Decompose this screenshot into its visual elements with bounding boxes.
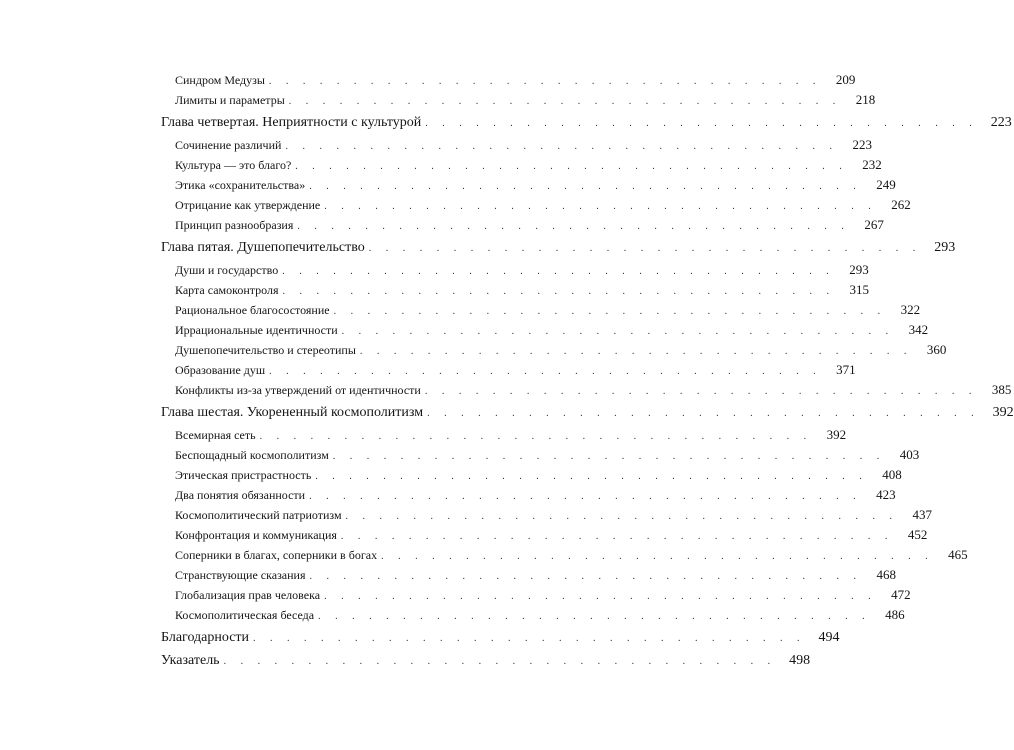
- toc-entry: [161, 505, 933, 525]
- toc-entry-page: 403: [899, 447, 920, 462]
- toc-entry-title: Лимиты и параметры: [175, 90, 289, 110]
- dot-leader: . . . . . . . . . . . . . . . . . . . . . . . . . . . . . . . . .: [345, 511, 899, 522]
- toc-entry: [161, 70, 856, 90]
- toc-chapter-page: 392: [992, 405, 1014, 420]
- toc-entry: [161, 445, 920, 465]
- dot-leader: . . . . . . . . . . . . . . . . . . . . . . . . . . . . . . . . .: [309, 571, 862, 582]
- toc-entry-page: 371: [836, 362, 856, 377]
- toc-entry-title: Синдром Медузы: [175, 70, 269, 90]
- toc-entry: [161, 565, 896, 585]
- toc-entry: [161, 465, 902, 485]
- toc-entry-page: 486: [885, 607, 905, 622]
- toc-entry-page: 223: [852, 137, 872, 152]
- table-of-contents: [161, 70, 1014, 673]
- toc-entry-title: Принцип разнообразия: [175, 215, 297, 235]
- toc-entry-title: Карта самоконтроля: [175, 280, 283, 300]
- toc-entry: [161, 360, 856, 380]
- toc-entry-page: 262: [891, 197, 911, 212]
- toc-entry: [161, 605, 905, 625]
- toc-entry: [161, 340, 947, 360]
- toc-entry-title: Души и государство: [175, 260, 282, 280]
- toc-entry-title: Космополитический патриотизм: [175, 505, 346, 525]
- toc-chapter-title: Глава пятая. Душепопечительство: [161, 238, 369, 258]
- toc-entry-title: Сочинение различий: [175, 135, 285, 155]
- toc-entry-page: 322: [900, 302, 921, 317]
- toc-entry-title: Соперники в благах, соперники в богах: [175, 545, 381, 565]
- toc-entry-title: Иррациональные идентичности: [175, 320, 342, 340]
- dot-leader: . . . . . . . . . . . . . . . . . . . . . . . . . . . . . . . . .: [368, 243, 922, 254]
- toc-entry: [161, 525, 928, 545]
- dot-leader: . . . . . . . . . . . . . . . . . . . . . . . . . . . . . . . . .: [223, 656, 777, 667]
- toc-entry: [161, 155, 882, 175]
- toc-entry-title: Образование душ: [175, 360, 269, 380]
- toc-entry-page: 360: [926, 342, 947, 357]
- toc-entry: [161, 485, 896, 505]
- toc-entry-page: 437: [912, 507, 933, 522]
- toc-entry-title: Отрицание как утверждение: [175, 195, 324, 215]
- toc-entry: [161, 175, 896, 195]
- toc-entry-title: Глобализация прав человека: [175, 585, 324, 605]
- toc-entry-page: 218: [855, 92, 876, 107]
- toc-entry: [161, 320, 929, 340]
- toc-entry-title: Беспощадный космополитизм: [175, 445, 333, 465]
- toc-chapter-page: 293: [934, 240, 956, 255]
- dot-leader: . . . . . . . . . . . . . . . . . . . . . . . . . . . . . . . . .: [297, 221, 850, 232]
- toc-chapter-title: Указатель: [161, 651, 224, 671]
- toc-entry-page: 232: [862, 157, 882, 172]
- dot-leader: . . . . . . . . . . . . . . . . . . . . . . . . . . . . . . . . .: [285, 141, 838, 152]
- toc-entry: [161, 300, 921, 320]
- dot-leader: . . . . . . . . . . . . . . . . . . . . . . . . . . . . . . . . .: [288, 96, 842, 107]
- toc-entry-page: 392: [826, 427, 847, 442]
- toc-entry-page: 468: [876, 567, 896, 582]
- toc-entry: [161, 425, 847, 445]
- toc-entry-page: 452: [907, 527, 928, 542]
- toc-entry-page: 423: [876, 487, 896, 502]
- toc-entry-page: 342: [908, 322, 929, 337]
- dot-leader: . . . . . . . . . . . . . . . . . . . . . . . . . . . . . . . . .: [295, 161, 848, 172]
- toc-entry-page: 249: [876, 177, 896, 192]
- toc-entry-title: Два понятия обязанности: [175, 485, 309, 505]
- toc-chapter: [161, 403, 1014, 423]
- toc-entry-title: Конфликты из-за утверждений от идентичности: [175, 380, 425, 400]
- dot-leader: . . . . . . . . . . . . . . . . . . . . . . . . . . . . . . . . .: [427, 408, 980, 419]
- toc-chapter: [161, 628, 840, 648]
- dot-leader: . . . . . . . . . . . . . . . . . . . . . . . . . . . . . . . . .: [424, 386, 978, 397]
- toc-chapter-page: 494: [818, 630, 840, 645]
- toc-chapter: [161, 651, 811, 671]
- toc-entry: [161, 380, 1012, 400]
- dot-leader: . . . . . . . . . . . . . . . . . . . . . . . . . . . . . . . . .: [253, 633, 806, 644]
- toc-entry-page: 472: [891, 587, 911, 602]
- dot-leader: . . . . . . . . . . . . . . . . . . . . . . . . . . . . . . . . .: [269, 366, 822, 377]
- toc-chapter: [161, 113, 1012, 133]
- dot-leader: . . . . . . . . . . . . . . . . . . . . . . . . . . . . . . . . .: [309, 181, 862, 192]
- toc-chapter-title: Благодарности: [161, 628, 253, 648]
- toc-entry: [161, 215, 884, 235]
- toc-entry-page: 315: [849, 282, 870, 297]
- dot-leader: . . . . . . . . . . . . . . . . . . . . . . . . . . . . . . . . .: [324, 201, 877, 212]
- toc-entry: [161, 195, 911, 215]
- dot-leader: . . . . . . . . . . . . . . . . . . . . . . . . . . . . . . . . .: [259, 431, 813, 442]
- toc-chapter-title: Глава четвертая. Неприятности с культурой: [161, 113, 425, 133]
- dot-leader: . . . . . . . . . . . . . . . . . . . . . . . . . . . . . . . . .: [318, 611, 871, 622]
- toc-entry-page: 293: [849, 262, 869, 277]
- dot-leader: . . . . . . . . . . . . . . . . . . . . . . . . . . . . . . . . .: [282, 286, 836, 297]
- toc-entry-page: 408: [882, 467, 902, 482]
- dot-leader: . . . . . . . . . . . . . . . . . . . . . . . . . . . . . . . . .: [381, 551, 934, 562]
- dot-leader: . . . . . . . . . . . . . . . . . . . . . . . . . . . . . . . . .: [359, 346, 913, 357]
- toc-chapter-page: 498: [789, 653, 811, 668]
- toc-entry: [161, 545, 968, 565]
- dot-leader: . . . . . . . . . . . . . . . . . . . . . . . . . . . . . . . . .: [282, 266, 835, 277]
- dot-leader: . . . . . . . . . . . . . . . . . . . . . . . . . . . . . . . . .: [315, 471, 868, 482]
- toc-entry: [161, 260, 869, 280]
- toc-entry-title: Культура — это благо?: [175, 155, 295, 175]
- toc-entry-page: 267: [864, 217, 884, 232]
- toc-entry: [161, 280, 870, 300]
- toc-chapter-title: Глава шестая. Укорененный космополитизм: [161, 403, 427, 423]
- toc-entry-page: 465: [948, 547, 968, 562]
- toc-chapter: [161, 238, 956, 258]
- dot-leader: . . . . . . . . . . . . . . . . . . . . . . . . . . . . . . . . .: [332, 451, 886, 462]
- toc-entry: [161, 135, 872, 155]
- toc-entry-title: Космополитическая беседа: [175, 605, 318, 625]
- toc-entry-title: Рациональное благосостояние: [175, 300, 334, 320]
- toc-entry-title: Этическая пристрастность: [175, 465, 315, 485]
- toc-chapter-page: 223: [990, 115, 1012, 130]
- toc-entry: [161, 90, 876, 110]
- toc-entry-title: Всемирная сеть: [175, 425, 260, 445]
- dot-leader: . . . . . . . . . . . . . . . . . . . . . . . . . . . . . . . . .: [340, 531, 894, 542]
- toc-entry-title: Душепопечительство и стереотипы: [175, 340, 360, 360]
- toc-entry-title: Конфронтация и коммуникация: [175, 525, 341, 545]
- dot-leader: . . . . . . . . . . . . . . . . . . . . . . . . . . . . . . . . .: [425, 118, 978, 129]
- dot-leader: . . . . . . . . . . . . . . . . . . . . . . . . . . . . . . . . .: [309, 491, 862, 502]
- dot-leader: . . . . . . . . . . . . . . . . . . . . . . . . . . . . . . . . .: [268, 76, 822, 87]
- dot-leader: . . . . . . . . . . . . . . . . . . . . . . . . . . . . . . . . .: [341, 326, 895, 337]
- toc-entry-page: 385: [991, 382, 1012, 397]
- toc-entry: [161, 585, 911, 605]
- toc-entry-title: Странствующие сказания: [175, 565, 310, 585]
- dot-leader: . . . . . . . . . . . . . . . . . . . . . . . . . . . . . . . . .: [333, 306, 887, 317]
- dot-leader: . . . . . . . . . . . . . . . . . . . . . . . . . . . . . . . . .: [324, 591, 877, 602]
- toc-entry-title: Этика «сохранительства»: [175, 175, 309, 195]
- toc-entry-page: 209: [835, 72, 856, 87]
